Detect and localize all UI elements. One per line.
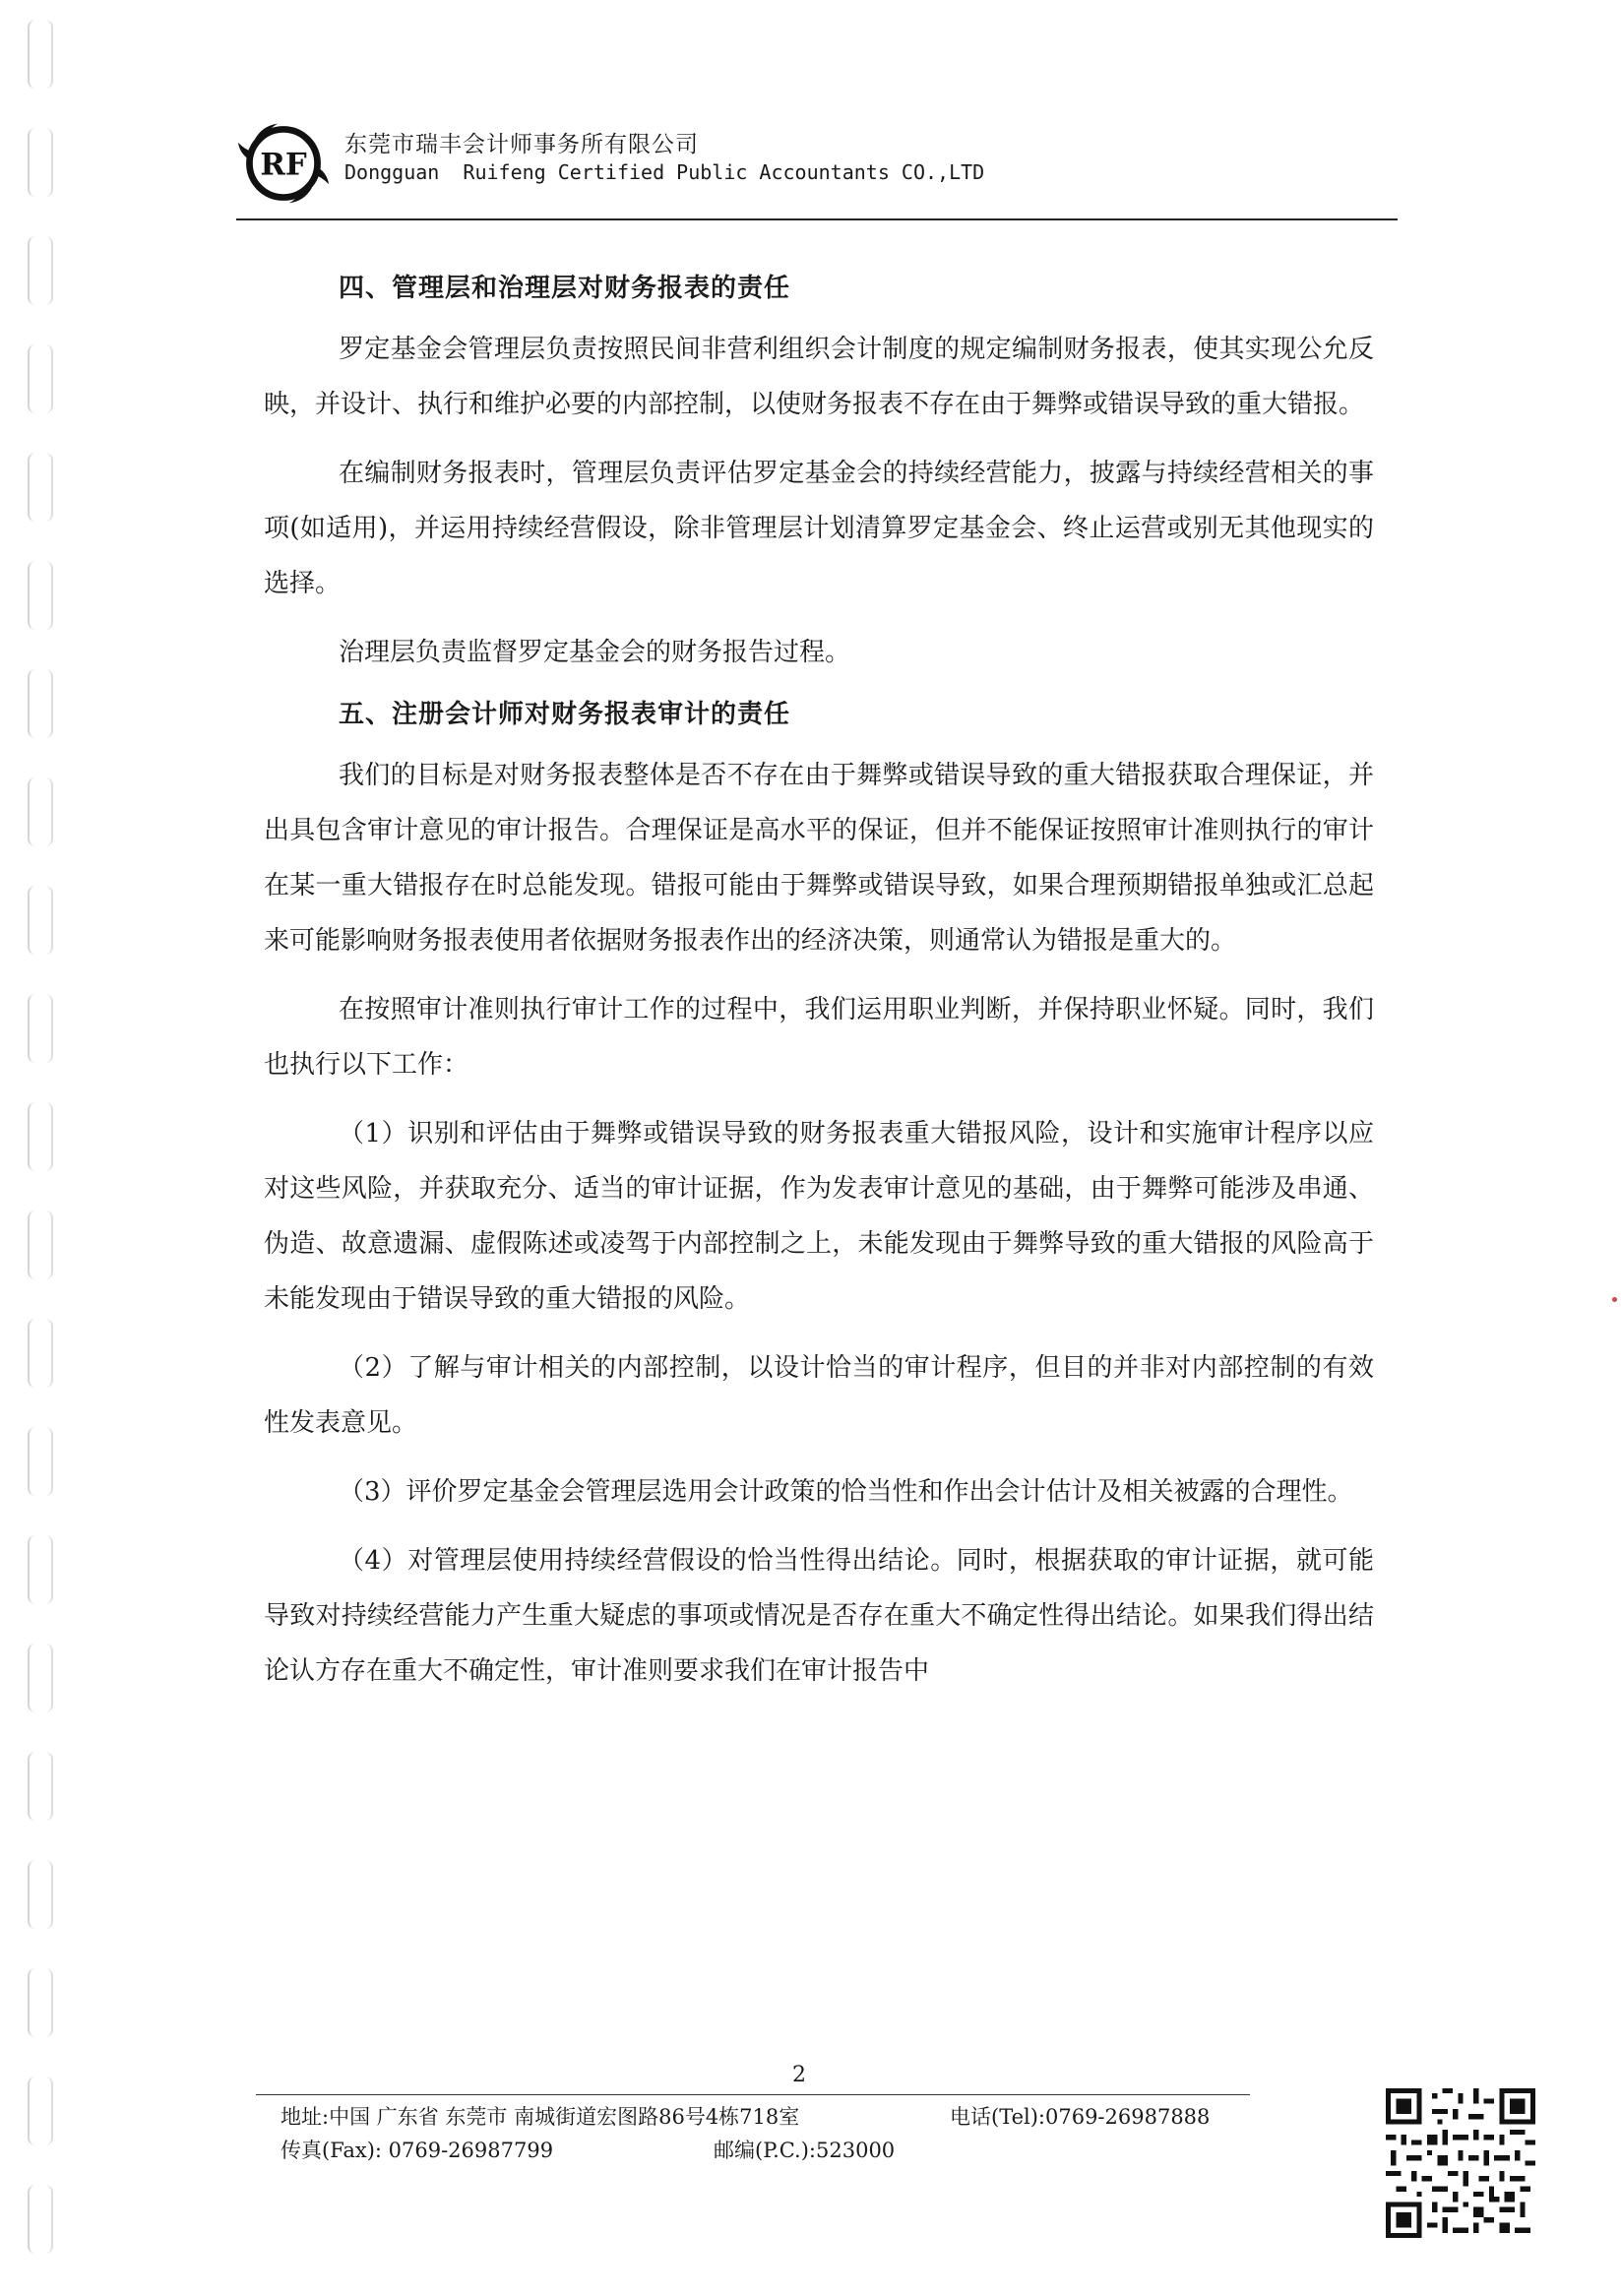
firm-name-cn: 东莞市瑞丰会计师事务所有限公司: [344, 132, 699, 157]
footer-contact: [281, 2100, 1265, 2167]
firm-name-en: Dongguan Ruifeng Certified Public Accountants CO.,LTD: [344, 160, 985, 184]
page-number: 2: [792, 2063, 806, 2087]
binding-marks: [28, 0, 67, 2296]
firm-logo: [236, 116, 331, 211]
paragraph: （3）评价罗定基金会管理层选用会计政策的恰当性和作出会计估计及相关被露的合理性。: [339, 1477, 1353, 1507]
letterhead: [236, 116, 1398, 215]
paragraph: （1）识别和评估由于舞弊或错误导致的财务报表重大错报风险，设计和实施审计程序以应对这些风险，并获取充分、适当的审计证据，作为发表审计意见的基础，由于舞弊可能涉及串通、伪造、故意遗漏、虚假陈述或凌驾于内部控制之上，未能发现由于舞弊导致的重大错报的风险高于未能发现由于错误导致的重大错报的风险。: [264, 1119, 1374, 1314]
footer-tel: 电话(Tel):0769-26987888: [950, 2105, 1211, 2129]
paragraph: 在编制财务报表时，管理层负责评估罗定基金会的持续经营能力，披露与持续经营相关的事项(如适用)，并运用持续经营假设，除非管理层计划清算罗定基金会、终止运营或别无其他现实的选择。: [264, 459, 1374, 598]
qr-code-icon: [1386, 2088, 1535, 2238]
paragraph: 罗定基金会管理层负责按照民间非营利组织会计制度的规定编制财务报表，使其实现公允反映，并设计、执行和维护必要的内部控制，以使财务报表不存在由于舞弊或错误导致的重大错报。: [264, 335, 1374, 419]
paragraph: （2）了解与审计相关的内部控制，以设计恰当的审计程序，但目的并非对内部控制的有效性发表意见。: [264, 1353, 1374, 1438]
paragraph: 在按照审计准则执行审计工作的过程中，我们运用职业判断，并保持职业怀疑。同时，我们也执行以下工作：: [264, 995, 1374, 1080]
section-title: 四、管理层和治理层对财务报表的责任: [339, 274, 791, 303]
paragraph: 我们的目标是对财务报表整体是否不存在由于舞弊或错误导致的重大错报获取合理保证，并出具包含审计意见的审计报告。合理保证是高水平的保证，但并不能保证按照审计准则执行的审计在某一重大错报存在时总能发现。错报可能由于舞弊或错误导致，如果合理预期错报单独或汇总起来可能影响财务报表使用者依据财务报表作出的经济决策，则通常认为错报是重大的。: [264, 761, 1374, 956]
logo-text: RF: [260, 147, 307, 183]
footer-rule: [256, 2094, 1250, 2095]
section-title: 五、注册会计师对财务报表审计的责任: [339, 700, 791, 729]
footer-address: 地址:中国 广东省 东莞市 南城街道宏图路86号4栋718室: [281, 2105, 800, 2129]
footer-fax: 传真(Fax): 0769-26987799: [281, 2139, 554, 2162]
paragraph: （4）对管理层使用持续经营假设的恰当性得出结论。同时，根据获取的审计证据，就可能导致对持续经营能力产生重大疑虑的事项或情况是否存在重大不确定性得出结论。如果我们得出结论认方存在重大不确定性，审计准则要求我们在审计报告中: [264, 1546, 1374, 1686]
document-body: [264, 258, 1374, 1712]
header-rule: [236, 218, 1398, 220]
footer-postcode: 邮编(P.C.):523000: [714, 2139, 896, 2162]
paragraph: 治理层负责监督罗定基金会的财务报告过程。: [339, 638, 851, 667]
red-dot-mark: [1612, 1297, 1617, 1302]
